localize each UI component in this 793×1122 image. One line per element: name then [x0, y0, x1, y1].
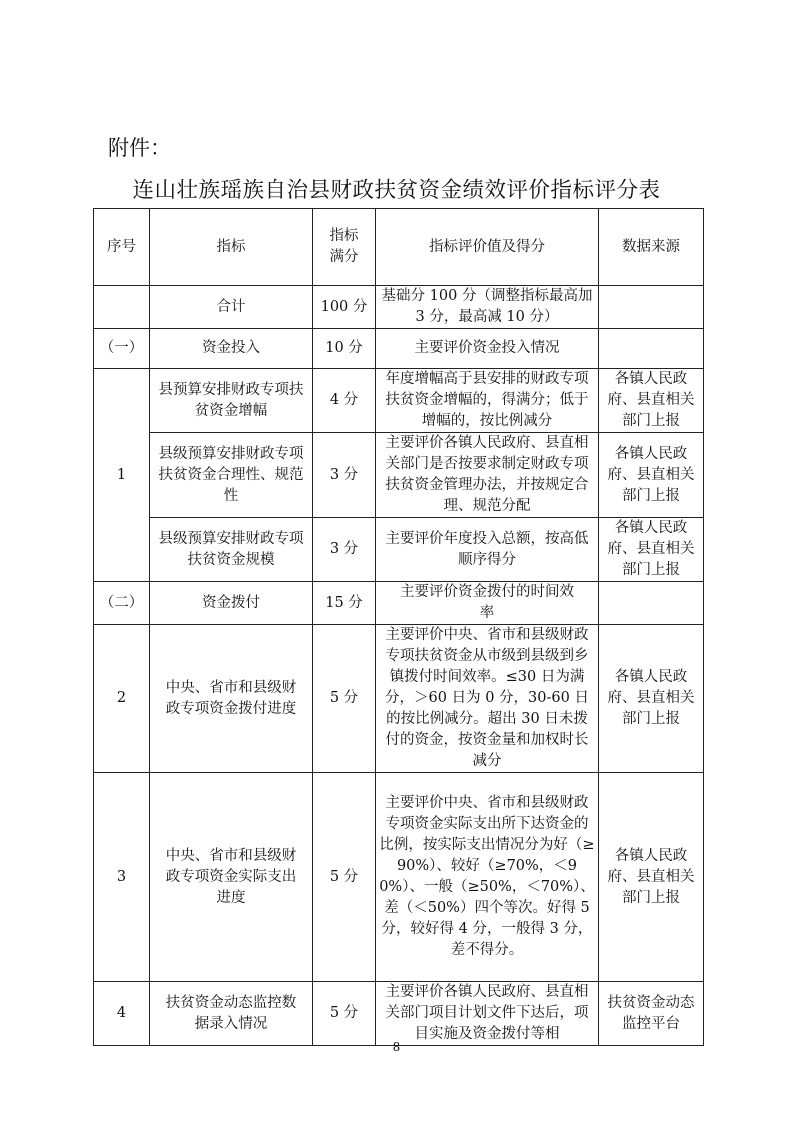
- cell-indicator: 合计: [150, 286, 313, 329]
- header-evaluation: 指标评价值及得分: [376, 209, 599, 286]
- scoring-table: [93, 208, 704, 1046]
- cell-score: 4 分: [313, 369, 376, 433]
- cell-evaluation: 主要评价各镇人民政府、县直相关部门项目计划文件下达后，项目实施及资金拨付等相: [376, 982, 599, 1046]
- cell-evaluation: 主要评价年度投入总额，按高低顺序得分: [376, 518, 599, 582]
- page-number: 8: [392, 1040, 401, 1054]
- cell-seq: [94, 286, 150, 329]
- cell-score: 10 分: [313, 329, 376, 369]
- cell-evaluation: 主要评价中央、省市和县级财政专项扶贫资金从市级到县级到乡镇拨付时间效率。≤30 日为满分，＞60 日为 0 分，30-60 日的按比例减分。超出 30 日未拨付的资金，按资金量和加权时长减分: [376, 625, 599, 773]
- cell-evaluation: 主要评价中央、省市和县级财政专项资金实际支出所下达资金的比例，按实际支出情况分为好（≥90%）、较好（≥70%，＜90%）、一般（≥50%，＜70%）、差（＜50%）四个等次。好得 5 分，较好得 4 分，一般得 3 分，差不得分。: [376, 773, 599, 982]
- cell-source: [599, 286, 704, 329]
- table-row-section-2: [94, 582, 704, 625]
- table-row: [94, 982, 704, 1046]
- cell-source: [599, 582, 704, 625]
- cell-seq: （一）: [94, 329, 150, 369]
- cell-indicator: 资金拨付: [150, 582, 313, 625]
- cell-seq: 3: [94, 773, 150, 982]
- header-source: 数据来源: [599, 209, 704, 286]
- cell-evaluation: 主要评价资金拨付的时间效率: [376, 582, 599, 625]
- cell-score: 100 分: [313, 286, 376, 329]
- cell-score: 5 分: [313, 625, 376, 773]
- cell-evaluation: 年度增幅高于县安排的财政专项扶贫资金增幅的，得满分；低于增幅的，按比例减分: [376, 369, 599, 433]
- cell-seq: 4: [94, 982, 150, 1046]
- cell-seq: （二）: [94, 582, 150, 625]
- document-title: 连山壮族瑶族自治县财政扶贫资金绩效评价指标评分表: [132, 178, 661, 203]
- cell-evaluation: 主要评价资金投入情况: [376, 329, 599, 369]
- cell-source: 各镇人民政府、县直相关部门上报: [599, 625, 704, 773]
- cell-indicator: 县级预算安排财政专项扶贫资金规模: [150, 518, 313, 582]
- cell-score: 5 分: [313, 773, 376, 982]
- cell-source: [599, 329, 704, 369]
- cell-source: 各镇人民政府、县直相关部门上报: [599, 518, 704, 582]
- cell-score: 15 分: [313, 582, 376, 625]
- table-row: [94, 773, 704, 982]
- table-row: [94, 518, 704, 582]
- cell-score: 3 分: [313, 518, 376, 582]
- table-row: [94, 369, 704, 433]
- header-indicator: 指标: [150, 209, 313, 286]
- cell-indicator: 县级预算安排财政专项扶贫资金合理性、规范性: [150, 433, 313, 518]
- table-row-section-1: [94, 329, 704, 369]
- cell-evaluation: 主要评价各镇人民政府、县直相关部门是否按要求制定财政专项扶贫资金管理办法，并按规定合理、规范分配: [376, 433, 599, 518]
- cell-indicator: 资金投入: [150, 329, 313, 369]
- cell-evaluation: 基础分 100 分（调整指标最高加 3 分，最高减 10 分）: [376, 286, 599, 329]
- cell-score: 5 分: [313, 982, 376, 1046]
- cell-indicator: 扶贫资金动态监控数据录入情况: [150, 982, 313, 1046]
- cell-indicator: 中央、省市和县级财政专项资金拨付进度: [150, 625, 313, 773]
- cell-source: 各镇人民政府、县直相关部门上报: [599, 433, 704, 518]
- table-header-row: [94, 209, 704, 286]
- table-row-total: [94, 286, 704, 329]
- header-full-score: 指标满分: [313, 209, 376, 286]
- table-row: [94, 433, 704, 518]
- cell-indicator: 中央、省市和县级财政专项资金实际支出进度: [150, 773, 313, 982]
- cell-indicator: 县预算安排财政专项扶贫资金增幅: [150, 369, 313, 433]
- cell-source: 各镇人民政府、县直相关部门上报: [599, 773, 704, 982]
- cell-source: 扶贫资金动态监控平台: [599, 982, 704, 1046]
- cell-seq: 1: [94, 369, 150, 582]
- header-seq: 序号: [94, 209, 150, 286]
- table-row: [94, 625, 704, 773]
- cell-score: 3 分: [313, 433, 376, 518]
- cell-source: 各镇人民政府、县直相关部门上报: [599, 369, 704, 433]
- cell-seq: 2: [94, 625, 150, 773]
- attachment-label: 附件：: [108, 136, 171, 160]
